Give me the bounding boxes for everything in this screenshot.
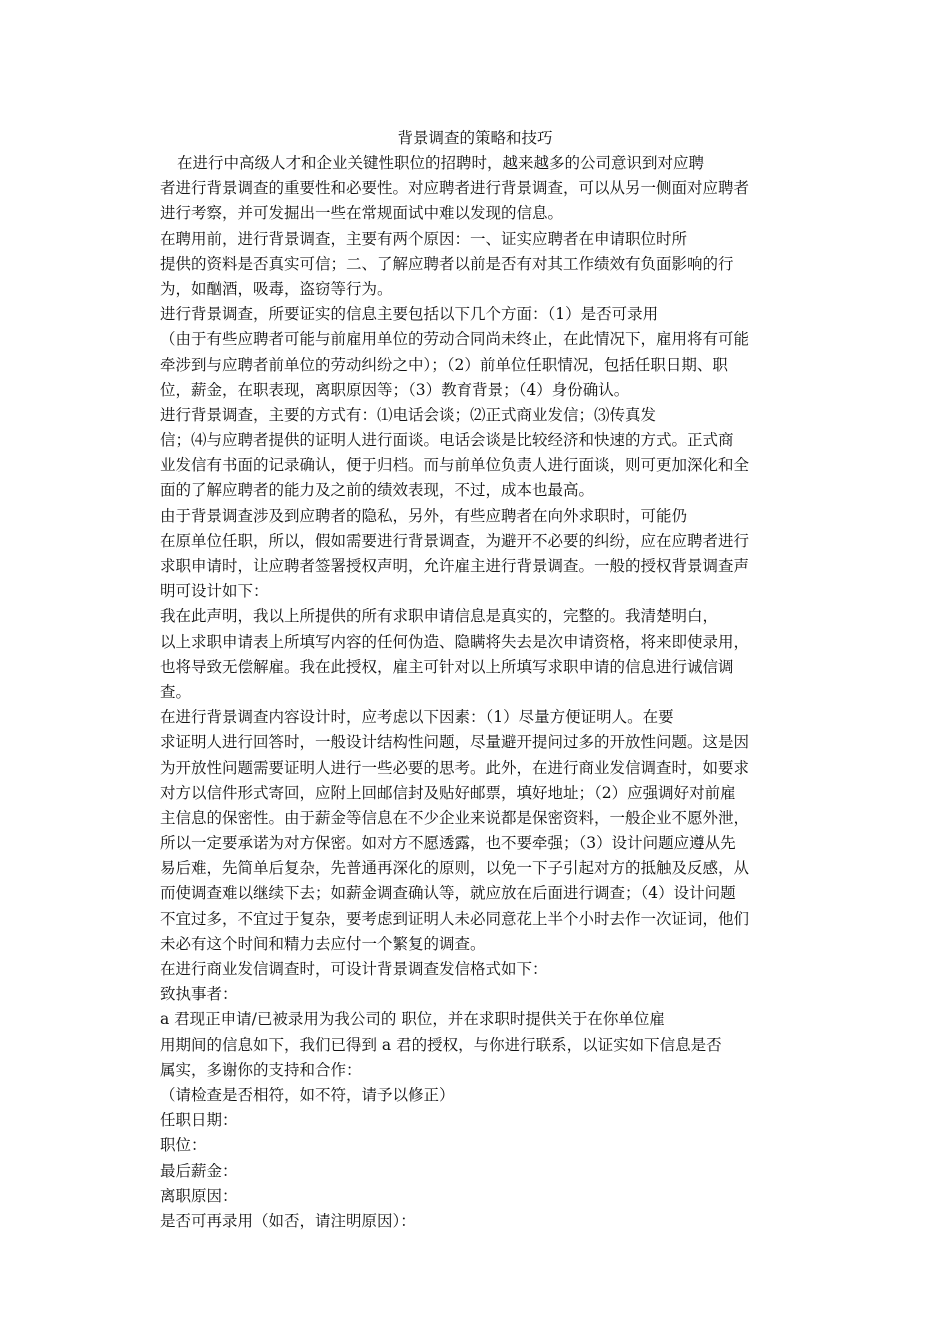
text-line: 为开放性问题需要证明人进行一些必要的思考。此外，在进行商业发信调查时，如要求 bbox=[160, 758, 750, 777]
text-line: 明可设计如下： bbox=[160, 582, 269, 601]
text-line: 用期间的信息如下，我们已得到 a 君的授权，与你进行联系，以证实如下信息是否 bbox=[160, 1035, 722, 1054]
text-line: 者进行背景调查的重要性和必要性。对应聘者进行背景调查，可以从另一侧面对应聘者 bbox=[160, 179, 750, 198]
text-line: 在进行商业发信调查时，可设计背景调查发信格式如下： bbox=[160, 960, 548, 978]
text-line: a 君现正申请/已被录用为我公司的 职位，并在求职时提供关于在你单位雇 bbox=[160, 1010, 665, 1029]
text-line: 由于背景调查涉及到应聘者的隐私，另外，有些应聘者在向外求职时，可能仍 bbox=[160, 506, 688, 525]
text-line: 业发信有书面的记录确认，便于归档。而与前单位负责人进行面谈，则可更加深化和全 bbox=[160, 456, 750, 475]
text-line: 致执事者： bbox=[160, 985, 238, 1004]
document-title: 背景调查的策略和技巧 bbox=[397, 129, 553, 147]
text-line: 提供的资料是否真实可信；二、了解应聘者以前是否有对其工作绩效有负面影响的行 bbox=[160, 254, 734, 273]
text-line: 我在此声明，我以上所提供的所有求职申请信息是真实的，完整的。我清楚明白， bbox=[160, 607, 719, 626]
text-line: 以上求职申请表上所填写内容的任何伪造、隐瞒将失去是次申请资格，将来即使录用， bbox=[160, 632, 750, 651]
text-line: 在原单位任职，所以，假如需要进行背景调查，为避开不必要的纠纷，应在应聘者进行 bbox=[160, 531, 750, 550]
text-line: 最后薪金： bbox=[160, 1161, 238, 1180]
text-line: 职位： bbox=[160, 1136, 207, 1155]
text-line: 而使调查难以继续下去；如薪金调查确认等，就应放在后面进行调查；（4）设计问题 bbox=[160, 884, 736, 903]
text-line: 求证明人进行回答时，一般设计结构性问题，尽量避开提问过多的开放性问题。这是因 bbox=[160, 733, 750, 752]
text-line: 面的了解应聘者的能力及之前的绩效表现，不过，成本也最高。 bbox=[160, 481, 595, 500]
text-line: 进行背景调查，主要的方式有：⑴电话会谈；⑵正式商业发信；⑶传真发 bbox=[160, 405, 657, 424]
text-line: 为，如酗酒，吸毒，盗窃等行为。 bbox=[160, 279, 393, 298]
document-body bbox=[160, 151, 800, 1234]
text-line: （由于有些应聘者可能与前雇用单位的劳动合同尚未终止，在此情况下，雇用将有可能 bbox=[160, 330, 750, 349]
text-line: 在聘用前，进行背景调查，主要有两个原因：一、证实应聘者在申请职位时所 bbox=[160, 229, 688, 248]
text-line: 也将导致无偿解雇。我在此授权，雇主可针对以上所填写求职申请的信息进行诚信调 bbox=[160, 657, 734, 676]
text-line: 是否可再录用（如否，请注明原因）： bbox=[160, 1211, 416, 1230]
text-line: 不宜过多，不宜过于复杂，要考虑到证明人未必同意花上半个小时去作一次证词，他们 bbox=[160, 909, 750, 928]
text-line: 主信息的保密性。由于薪金等信息在不少企业来说都是保密资料，一般企业不愿外泄， bbox=[160, 808, 750, 827]
text-line: 进行考察，并可发掘出一些在常规面试中难以发现的信息。 bbox=[160, 204, 564, 223]
text-line: 在进行背景调查内容设计时，应考虑以下因素：（1）尽量方便证明人。在要 bbox=[160, 708, 674, 727]
text-line: 所以一定要承诺为对方保密。如对方不愿透露，也不要牵强；（3）设计问题应遵从先 bbox=[160, 834, 736, 853]
text-line: 离职原因： bbox=[160, 1186, 238, 1205]
text-line: 牵涉到与应聘者前单位的劳动纠纷之中）；（2）前单位任职情况，包括任职日期、职 bbox=[160, 355, 728, 374]
text-line: 进行背景调查，所要证实的信息主要包括以下几个方面：（1）是否可录用 bbox=[160, 305, 659, 324]
text-line: 求职申请时，让应聘者签署授权声明，允许雇主进行背景调查。一般的授权背景调查声 bbox=[160, 557, 750, 575]
text-line: 在进行中高级人才和企业关键性职位的招聘时，越来越多的公司意识到对应聘 bbox=[177, 154, 705, 172]
text-line: （请检查是否相符，如不符，请予以修正） bbox=[160, 1085, 455, 1104]
text-line: 位，薪金，在职表现，离职原因等；（3）教育背景；（4）身份确认。 bbox=[160, 380, 630, 399]
text-line: 对方以信件形式寄回，应附上回邮信封及贴好邮票，填好地址；（2）应强调好对前雇 bbox=[160, 783, 736, 802]
text-line: 信；⑷与应聘者提供的证明人进行面谈。电话会谈是比较经济和快速的方式。正式商 bbox=[160, 431, 734, 450]
text-line: 易后难，先简单后复杂，先普通再深化的原则，以免一下子引起对方的抵触及反感，从 bbox=[160, 859, 750, 878]
text-line: 查。 bbox=[160, 682, 192, 701]
text-line: 属实，多谢你的支持和合作： bbox=[160, 1060, 362, 1079]
text-line: 未必有这个时间和精力去应付一个繁复的调查。 bbox=[160, 934, 486, 953]
text-line: 任职日期： bbox=[160, 1111, 238, 1130]
